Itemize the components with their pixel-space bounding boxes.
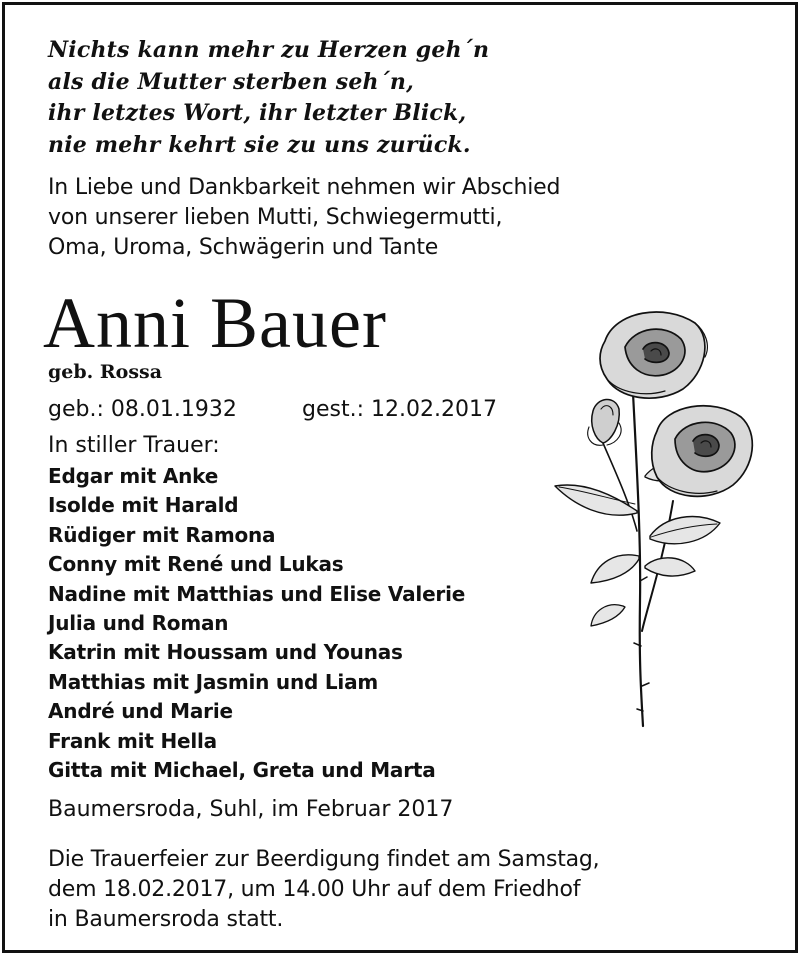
funeral-line: dem 18.02.2017, um 14.00 Uhr auf dem Friedhof (48, 877, 581, 902)
poem-line: nie mehr kehrt sie zu uns zurück. (48, 131, 471, 158)
poem-line: als die Mutter sterben seh´n, (48, 68, 414, 95)
mourner-entry: Julia und Roman (48, 611, 229, 636)
mourner-entry: Nadine mit Matthias und Elise Valerie (48, 581, 466, 606)
rose-icon (545, 301, 765, 731)
deceased-name: Anni Bauer (43, 283, 387, 363)
farewell-line: In Liebe und Dankbarkeit nehmen wir Abschied (48, 175, 561, 200)
funeral-line: in Baumersroda statt. (48, 907, 284, 932)
life-dates (48, 395, 608, 425)
obituary-notice (2, 2, 798, 953)
mourner-entry: Rüdiger mit Ramona (48, 522, 276, 547)
death-date: gest.: 12.02.2017 (302, 397, 497, 422)
mourner-entry: Katrin mit Houssam und Younas (48, 640, 403, 665)
mourner-entry: Conny mit René und Lukas (48, 552, 344, 577)
farewell-line: von unserer lieben Mutti, Schwiegermutti, (48, 205, 503, 230)
mourner-entry: Isolde mit Harald (48, 493, 239, 518)
place-and-date: Baumersroda, Suhl, im Februar 2017 (48, 797, 454, 822)
mourners-list (48, 462, 588, 785)
mourning-label: In stiller Trauer: (48, 433, 220, 458)
farewell-line: Oma, Uroma, Schwägerin und Tante (48, 235, 439, 260)
farewell-text (48, 173, 648, 263)
poem-line: ihr letztes Wort, ihr letzter Blick, (48, 100, 467, 126)
mourner-entry: André und Marie (48, 699, 233, 724)
mourner-entry: Gitta mit Michael, Greta und Marta (48, 758, 436, 783)
mourner-entry: Frank mit Hella (48, 728, 217, 753)
funeral-info (48, 845, 668, 935)
poem-line: Nichts kann mehr zu Herzen geh´n (48, 37, 490, 63)
mourner-entry: Matthias mit Jasmin und Liam (48, 669, 379, 694)
maiden-name: geb. Rossa (48, 361, 163, 383)
funeral-line: Die Trauerfeier zur Beerdigung findet am Samstag, (48, 847, 600, 872)
mourner-entry: Edgar mit Anke (48, 464, 219, 488)
birth-date: geb.: 08.01.1932 (48, 397, 237, 422)
poem (48, 35, 568, 161)
